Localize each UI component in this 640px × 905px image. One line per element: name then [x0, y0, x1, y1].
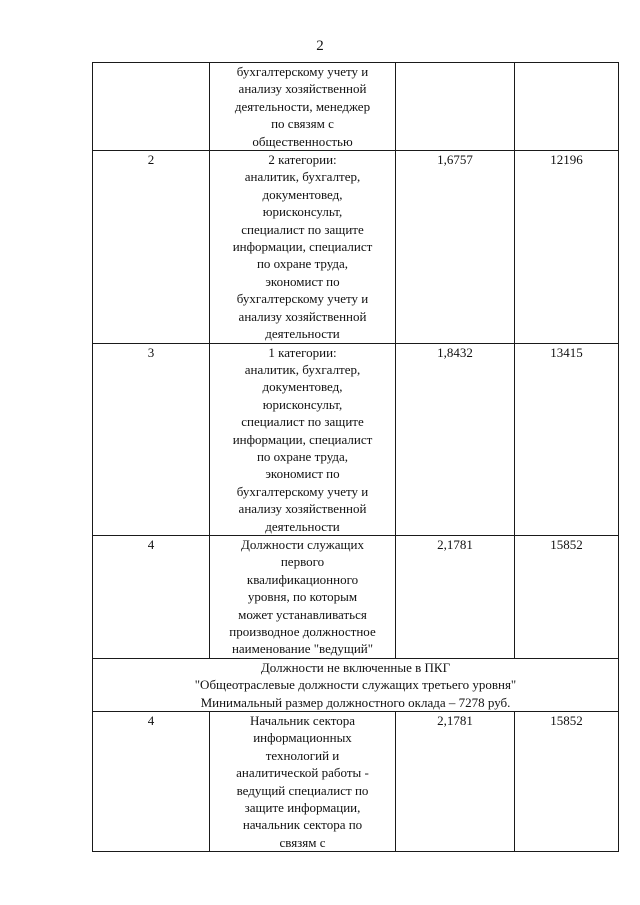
row-number-cell: 2 [93, 151, 210, 343]
title-line: квалификационного [246, 571, 359, 587]
table-row [93, 535, 619, 658]
title-line: по связям с [271, 116, 334, 132]
title-line: Должности служащих [241, 536, 364, 552]
title-line: специалист по защите [241, 414, 364, 430]
title-line: Начальник сектора [249, 713, 356, 729]
position-title-cell [210, 343, 396, 535]
row-number-cell: 4 [93, 712, 210, 852]
title-line: ведущий специалист по [236, 782, 369, 798]
title-line: связям с [279, 834, 326, 850]
title-line: юрисконсульт, [262, 204, 343, 220]
section-header-line: "Общеотраслевые должности служащих третьего уровня" [194, 677, 517, 693]
title-line: бухгалтерскому учету и [236, 64, 369, 79]
title-line: экономист по [265, 273, 340, 289]
title-line: аналитик, бухгалтер, [244, 361, 361, 377]
title-line: деятельности [265, 518, 340, 534]
coefficient-cell: 1,6757 [396, 151, 515, 343]
title-line: деятельности, менеджер [234, 98, 371, 114]
title-line: производное должностное [229, 624, 376, 639]
title-line: юрисконсульт, [262, 396, 343, 412]
salary-cell: 15852 [515, 535, 619, 658]
title-line: аналитической работы - [236, 765, 369, 781]
title-line: первого [280, 554, 325, 570]
title-line: уровня, по которым [247, 589, 358, 605]
title-line: 2 категории: [268, 152, 337, 168]
title-line: анализу хозяйственной [238, 81, 367, 97]
section-header-row [93, 658, 619, 711]
coefficient-cell [396, 63, 515, 151]
position-title-cell [210, 712, 396, 852]
title-line: информации, специалист [232, 431, 373, 447]
title-line: экономист по [265, 466, 340, 482]
title-line: может устанавливаться [238, 606, 367, 622]
salary-cell: 12196 [515, 151, 619, 343]
position-title-cell [210, 535, 396, 658]
table-row [93, 151, 619, 343]
salary-cell: 13415 [515, 343, 619, 535]
table-row [93, 343, 619, 535]
positions-table [92, 62, 619, 852]
title-line: анализу хозяйственной [238, 501, 367, 517]
salary-cell [515, 63, 619, 151]
row-number-cell [93, 63, 210, 151]
title-line: анализу хозяйственной [238, 308, 367, 324]
position-title-cell [210, 63, 396, 151]
page-number: 2 [316, 38, 324, 54]
title-line: информации, специалист [232, 239, 373, 255]
coefficient-cell: 2,1781 [396, 712, 515, 852]
title-line: деятельности [265, 326, 340, 342]
title-line: по охране труда, [256, 448, 349, 464]
title-line: 1 категории: [268, 344, 337, 360]
title-line: общественностью [252, 133, 353, 149]
row-number-cell: 4 [93, 535, 210, 658]
title-line: специалист по защите [241, 221, 364, 237]
section-header-line: Минимальный размер должностного оклада – 7278 руб. [200, 694, 511, 710]
table-row [93, 63, 619, 151]
coefficient-cell: 2,1781 [396, 535, 515, 658]
position-title-cell [210, 151, 396, 343]
title-line: аналитик, бухгалтер, [244, 169, 361, 185]
salary-cell: 15852 [515, 712, 619, 852]
coefficient-cell: 1,8432 [396, 343, 515, 535]
title-line: наименование "ведущий" [231, 641, 374, 657]
section-header-cell [93, 658, 619, 711]
title-line: бухгалтерскому учету и [236, 483, 369, 499]
title-line: документовед, [262, 379, 343, 395]
row-number-cell: 3 [93, 343, 210, 535]
title-line: начальник сектора по [242, 817, 363, 833]
title-line: технологий и [265, 747, 340, 763]
title-line: по охране труда, [256, 256, 349, 272]
table-row [93, 712, 619, 852]
title-line: документовед, [262, 186, 343, 202]
title-line: защите информации, [244, 800, 361, 816]
title-line: информационных [253, 730, 352, 746]
title-line: бухгалтерскому учету и [236, 291, 369, 307]
section-header-line: Должности не включенные в ПКГ [260, 659, 451, 675]
